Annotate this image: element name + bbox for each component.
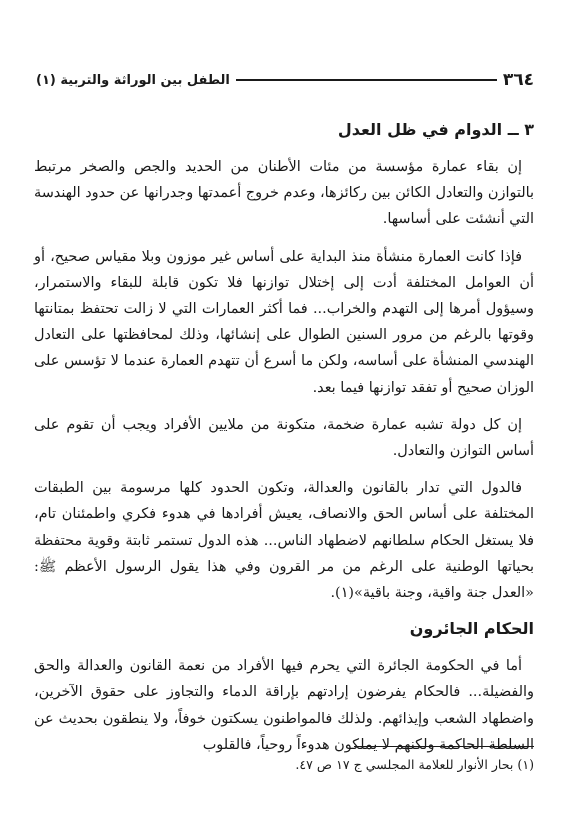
- paragraph: إن بقاء عمارة مؤسسة من مئات الأطنان من الحديد والجص والصخر مرتبط بالتوازن والتعادل الكائن بين ركائزها، وعدم خروج أعمدتها وجدرانها عن حدود الهندسة التي أنشئت على أساسها.: [34, 159, 534, 228]
- page-body: [34, 112, 534, 769]
- page-header: [36, 68, 534, 92]
- section-heading-justice: ٣ ــ الدوام في ظل العدل: [337, 120, 534, 139]
- paragraph: أما في الحكومة الجائرة التي يحرم فيها الأفراد من نعمة القانون والعدالة والحق والفضيلة... فالحكام يفرضون إرادتهم بإراقة الدماء والتجاوز على حقوق الآخرين، واضطهاد الشعب وإيذائهم. ولذلك فالمواطنون يسكتون خوفاً، ولا ينطقون بحديث عن السلطة الحاكمة ولكنهم لا يملكون هدوءاً روحياً، فالقلوب: [34, 658, 534, 753]
- running-title: الطفل بين الوراثة والتربية (١): [36, 72, 230, 88]
- paragraph: فإذا كانت العمارة منشأة منذ البداية على أساس غير موزون وبلا مقياس صحيح، أو أن العوامل المختلفة أدت إلى إختلال توازنها فلا تكون قابلة للبقاء والاستمرار، وسيؤول أمرها إلى التهدم والخراب... فما أكثر العمارات التي لا زالت تحتفظ بمتانتها وقوتها بالرغم من مرور السنين الطوال على إنشائها، وذلك لمحافظتها على التعادل الهندسي المنشأة على أساسه، ولكن ما أسرع أن تتهدم العمارة عندما لا تؤسس على الوزان صحيح أو تفقد توازنها فيما بعد.: [34, 248, 534, 396]
- page-number: ٣٦٤: [502, 70, 534, 90]
- footnote-separator: [354, 746, 534, 747]
- paragraph: فالدول التي تدار بالقانون والعدالة، وتكون الحدود كلها مرسومة بين الطبقات المختلفة على أساس الحق والانصاف، يعيش أفرادها في هدوء فكري واطمئنان تام، فلا يستغل الحكام سلطانهم لاضطهاد الناس... هذه الدول تستمر ثابتة وقوية محتفظة بحياتها الوطنية على الرغم من مر القرون وفي هذا يقول الرسول الأعظم ﷺ: «العدل جنة واقية، وجنة باقية»(١).: [34, 480, 534, 602]
- footnote: (١) بحار الأنوار للعلامة المجلسي ج ١٧ ص ٤٧.: [295, 757, 534, 772]
- paragraph: إن كل دولة تشبه عمارة ضخمة، متكونة من ملايين الأفراد ويجب أن تقوم على أساس التوازن والتعادل.: [34, 416, 534, 460]
- section-heading-tyrants: الحكام الجائرون: [409, 619, 534, 639]
- header-rule: [236, 79, 497, 81]
